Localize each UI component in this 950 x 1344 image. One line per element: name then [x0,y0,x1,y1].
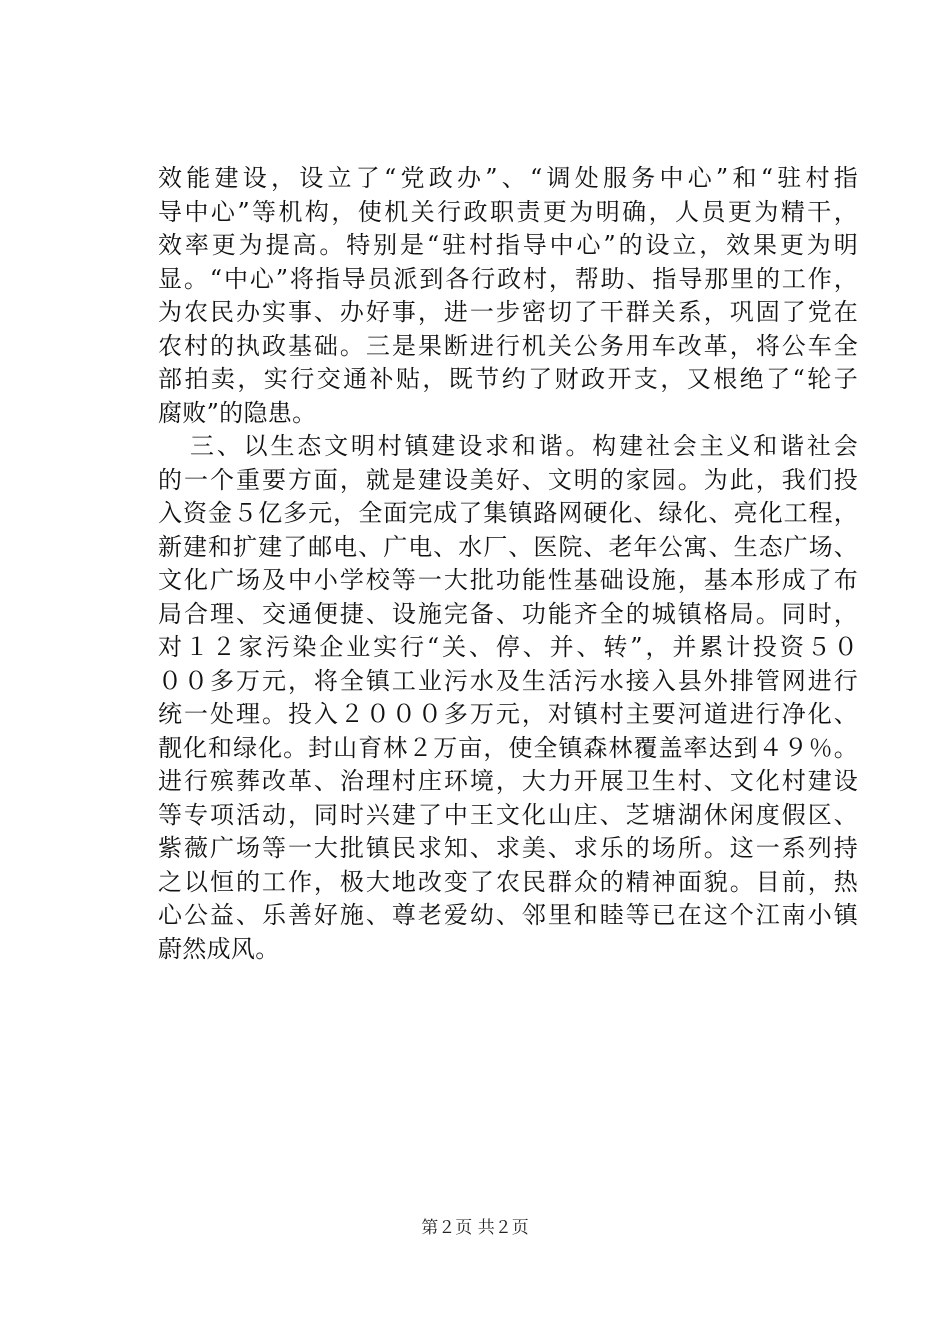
text-line: 文化广场及中小学校等一大批功能性基础设施，基本形成了布 [158,566,858,594]
text-line: 靓化和绿化。封山育林２万亩，使全镇森林覆盖率达到４９％。 [158,733,858,762]
text-line: 局合理、交通便捷、设施完备、功能齐全的城镇格局。同时， [158,599,858,628]
text-line: 农村的执政基础。三是果断进行机关公务用车改革，将公车全 [158,331,858,360]
text-line: 蔚然成风。 [158,934,280,963]
paragraph-first-line: 三、以生态文明村镇建设求和谐。构建社会主义和谐社会 [190,432,858,460]
text-line: 效率更为提高。特别是“驻村指导中心”的设立，效果更为明 [158,231,858,259]
text-line: 心公益、乐善好施、尊老爱幼、邻里和睦等已在这个江南小镇 [158,901,858,929]
body-text [158,162,858,966]
text-line: 腐败”的隐患。 [158,398,317,427]
text-line: 等专项活动，同时兴建了中王文化山庄、芝塘湖休闲度假区、 [158,800,858,829]
text-line: 紫薇广场等一大批镇民求知、求美、求乐的场所。这一系列持 [158,834,858,862]
text-line: ００多万元，将全镇工业污水及生活污水接入县外排管网进行 [158,666,858,695]
text-line: 进行殡葬改革、治理村庄环境，大力开展卫生村、文化村建设 [158,767,858,795]
text-line: 部拍卖，实行交通补贴，既节约了财政开支，又根绝了“轮子 [158,365,858,393]
page-number-footer: 第２页 共２页 [421,1218,529,1238]
text-line: 导中心”等机构，使机关行政职责更为明确，人员更为精干， [158,197,858,226]
text-line: 对１２家污染企业实行“关、停、并、转”，并累计投资５０ [158,633,858,661]
text-line: 效能建设，设立了“党政办”、“调处服务中心”和“驻村指 [158,164,858,192]
text-line: 统一处理。投入２０００多万元，对镇村主要河道进行净化、 [158,700,858,728]
text-line: 入资金５亿多元，全面完成了集镇路网硬化、绿化、亮化工程， [158,499,858,527]
text-line: 为农民办实事、办好事，进一步密切了干群关系，巩固了党在 [158,298,858,326]
text-line: 显。“中心”将指导员派到各行政村，帮助、指导那里的工作， [158,264,858,293]
text-line: 的一个重要方面，就是建设美好、文明的家园。为此，我们投 [158,465,858,494]
text-line: 之以恒的工作，极大地改变了农民群众的精神面貌。目前，热 [158,867,858,896]
text-line: 新建和扩建了邮电、广电、水厂、医院、老年公寓、生态广场、 [158,532,858,561]
